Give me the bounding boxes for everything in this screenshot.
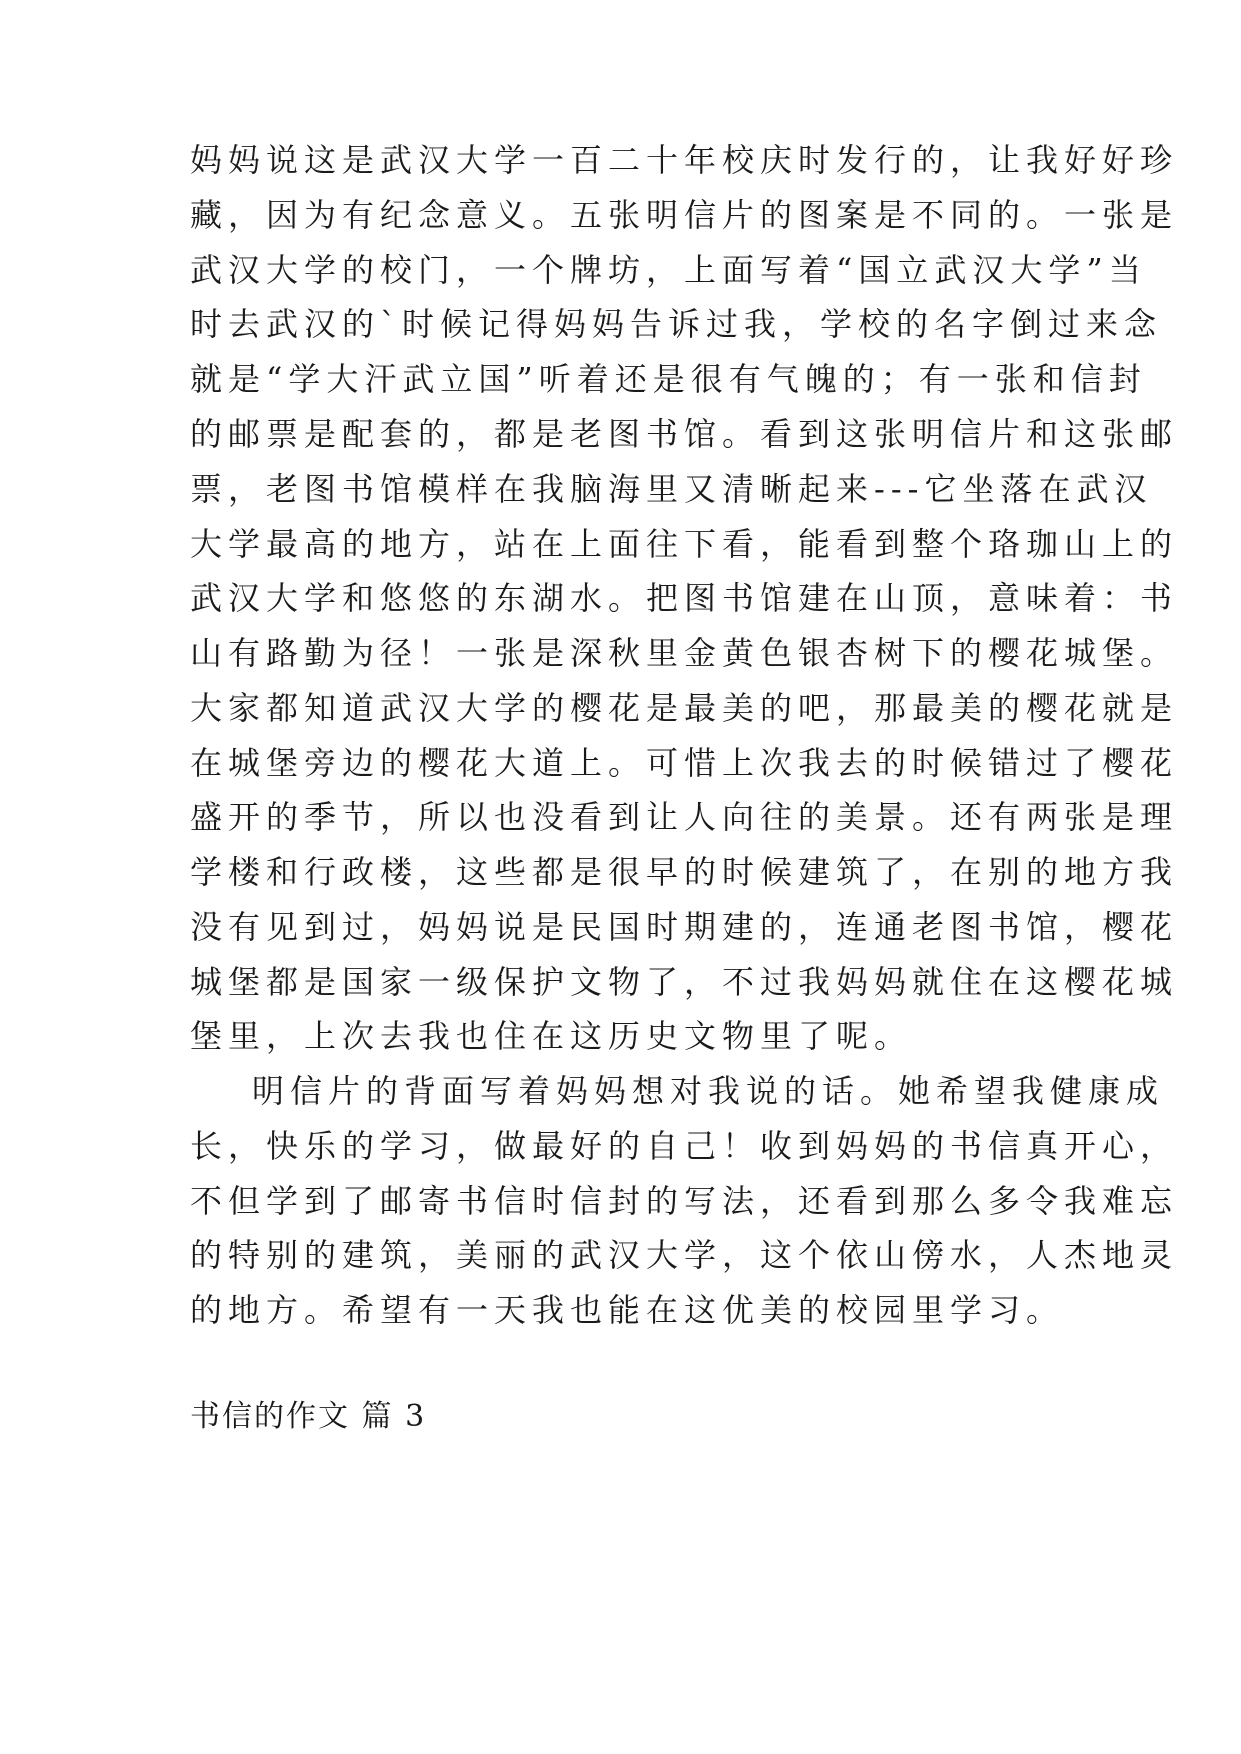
paragraph-1-line-5: 就是“学大汗武立国”听着还是很有气魄的；有一张和信封 [190, 360, 1147, 398]
paragraph-1-line-11: 大家都知道武汉大学的樱花是最美的吧，那最美的樱花就是 [190, 689, 1179, 727]
paragraph-1-line-12: 在城堡旁边的樱花大道上。可惜上次我去的时候错过了樱花 [190, 744, 1179, 782]
paragraph-2-line-3: 不但学到了邮寄书信时信封的写法，还看到那么多令我难忘 [190, 1182, 1179, 1220]
paragraph-1-line-7: 票，老图书馆模样在我脑海里又清晰起来---它坐落在武汉 [190, 470, 1153, 508]
paragraph-2-line-2: 长，快乐的学习，做最好的自己！收到妈妈的书信真开心， [190, 1127, 1179, 1165]
paragraph-1-line-9: 武汉大学和悠悠的东湖水。把图书馆建在山顶，意味着：书 [190, 579, 1179, 617]
paragraph-1-line-4: 时去武汉的`时候记得妈妈告诉过我，学校的名字倒过来念 [190, 305, 1163, 343]
paragraph-1-line-1: 妈妈说这是武汉大学一百二十年校庆时发行的，让我好好珍 [190, 141, 1179, 179]
paragraph-1-line-16: 城堡都是国家一级保护文物了，不过我妈妈就住在这樱花城 [190, 963, 1179, 1001]
paragraph-1-line-15: 没有见到过，妈妈说是民国时期建的，连通老图书馆，樱花 [190, 908, 1179, 946]
section-heading: 书信的作文 篇 3 [190, 1399, 427, 1434]
paragraph-1-line-10: 山有路勤为径！一张是深秋里金黄色银杏树下的樱花城堡。 [190, 634, 1179, 672]
paragraph-2-line-5: 的地方。希望有一天我也能在这优美的校园里学习。 [190, 1291, 1065, 1329]
paragraph-1-line-3: 武汉大学的校门，一个牌坊，上面写着“国立武汉大学”当 [190, 251, 1147, 289]
paragraph-1-line-2: 藏，因为有纪念意义。五张明信片的图案是不同的。一张是 [190, 196, 1179, 234]
paragraph-1-line-14: 学楼和行政楼，这些都是很早的时候建筑了，在别的地方我 [190, 853, 1179, 891]
paragraph-1-line-17: 堡里，上次去我也住在这历史文物里了呢。 [190, 1017, 913, 1055]
paragraph-1-line-6: 的邮票是配套的，都是老图书馆。看到这张明信片和这张邮 [190, 415, 1179, 453]
paragraph-2-line-1: 明信片的背面写着妈妈想对我说的话。她希望我健康成 [252, 1072, 1165, 1110]
paragraph-1-line-8: 大学最高的地方，站在上面往下看，能看到整个珞珈山上的 [190, 525, 1179, 563]
paragraph-1-line-13: 盛开的季节，所以也没看到让人向往的美景。还有两张是理 [190, 798, 1179, 836]
paragraph-2-line-4: 的特别的建筑，美丽的武汉大学，这个依山傍水，人杰地灵 [190, 1236, 1179, 1274]
